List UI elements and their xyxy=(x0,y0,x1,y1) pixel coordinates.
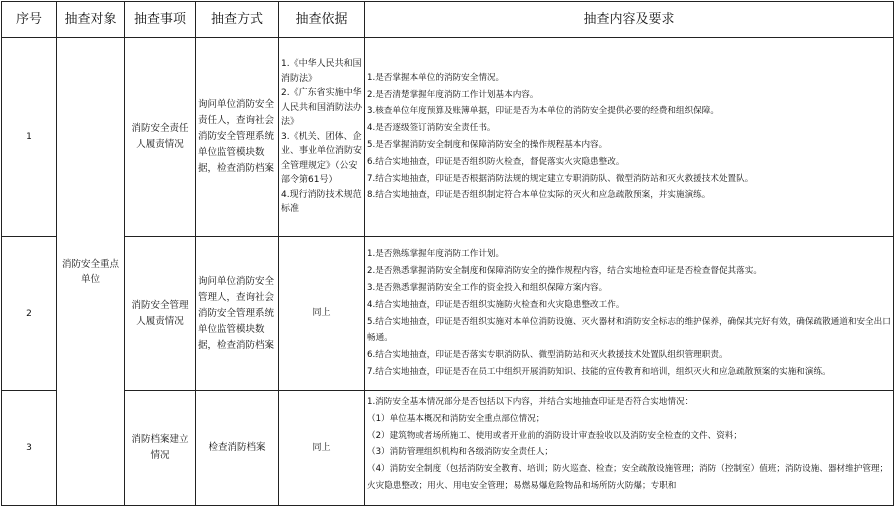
header-no: 序号 xyxy=(2,2,57,38)
header-method: 抽查方式 xyxy=(196,2,279,38)
header-basis: 抽查依据 xyxy=(279,2,365,38)
inspection-basis: 同上 xyxy=(279,391,365,506)
content-line: （3）消防管理组织机构和各级消防安全责任人； xyxy=(367,447,553,458)
header-item: 抽查事项 xyxy=(125,2,196,38)
content-line: 2.是否清楚掌握年度消防工作计划基本内容。 xyxy=(367,89,539,100)
header-row xyxy=(2,2,894,38)
basis-line: 3.《机关、团体、企业、事业单位消防安全管理规定》（公安部令第61号） xyxy=(281,131,363,186)
content-line: 5.结合实地抽查，印证是否组织实施对本单位消防设施、灭火器材和消防安全标志的维护保养，确保其完好有效，确保疏散通道和安全出口畅通。 xyxy=(367,316,891,344)
table-row xyxy=(2,38,894,237)
content-line: （4）消防安全制度（包括消防安全教育、培训；防火巡查、检查；安全疏散设施管理；消防（控制室）值班；消防设施、器材维护管理；火灾隐患整改；用火、用电安全管理；易燃易爆危险物品和场所防火防爆；专职和 xyxy=(367,464,889,491)
content-line: 7.结合实地抽查，印证是否根据消防法规的规定建立专职消防队、微型消防站和灭火救援技术处置队。 xyxy=(367,173,754,184)
inspection-object: 消防安全重点单位 xyxy=(57,38,125,506)
inspection-table xyxy=(1,1,894,506)
content-line: 6.结合实地抽查，印证是否组织防火检查，督促落实火灾隐患整改。 xyxy=(367,156,625,167)
inspection-item: 消防安全责任人履责情况 xyxy=(125,38,196,237)
header-content: 抽查内容及要求 xyxy=(365,2,894,38)
content-line: 6.结合实地抽查，印证是否落实专职消防队、微型消防站和灭火救援技术处置队组织管理职责。 xyxy=(367,350,728,361)
content-line: （1）单位基本概况和消防安全重点部位情况； xyxy=(367,413,545,424)
inspection-content xyxy=(365,237,894,391)
inspection-item: 消防档案建立情况 xyxy=(125,391,196,506)
inspection-method: 检查消防档案 xyxy=(196,391,279,506)
header-object: 抽查对象 xyxy=(57,2,125,38)
table-row xyxy=(2,237,894,391)
inspection-item: 消防安全管理人履责情况 xyxy=(125,237,196,391)
content-line: 4.是否逐级签订消防安全责任书。 xyxy=(367,123,496,134)
content-line: 8.结合实地抽查，印证是否组织制定符合本单位实际的灭火和应急疏散预案，并实施演练。 xyxy=(367,190,711,201)
basis-line: 4.现行消防技术规范标准 xyxy=(281,189,362,215)
row-number: 3 xyxy=(2,391,57,506)
content-line: 1.是否掌握本单位的消防安全情况。 xyxy=(367,72,505,83)
content-line: 1.消防安全基本情况部分是否包括以下内容，并结合实地抽查印证是否符合实地情况： xyxy=(367,397,694,407)
content-line: 2.是否熟悉掌握消防安全制度和保障消防安全的操作规程内容，结合实地检查印证是否检查督促其落实。 xyxy=(367,266,762,277)
content-line: （2）建筑物或者场所施工、使用或者开业前的消防设计审查验收以及消防安全检查的文件、资料； xyxy=(367,430,743,441)
content-line: 1.是否熟练掌握年度消防工作计划。 xyxy=(367,249,505,260)
row-number: 2 xyxy=(2,237,57,391)
inspection-basis xyxy=(279,38,365,237)
table-row xyxy=(2,391,894,506)
inspection-method: 询问单位消防安全责任人，查询社会消防安全管理系统单位监管模块数据，检查消防档案 xyxy=(196,38,279,237)
inspection-content xyxy=(365,38,894,237)
basis-line: 2.《广东省实施中华人民共和国消防法办法》 xyxy=(281,88,363,128)
row-number: 1 xyxy=(2,38,57,237)
content-line: 5.是否掌握消防安全制度和保障消防安全的操作规程基本内容。 xyxy=(367,140,608,150)
content-line: 7.结合实地抽查，印证是否在员工中组织开展消防知识、技能的宣传教育和培训，组织灭火和应急疏散预案的实施和演练。 xyxy=(367,366,831,377)
content-line: 4.结合实地抽查，印证是否组织实施防火检查和火灾隐患整改工作。 xyxy=(367,299,625,310)
inspection-content xyxy=(365,391,894,506)
content-line: 3.是否熟悉掌握消防安全工作的资金投入和组织保障方案内容。 xyxy=(367,282,608,293)
inspection-method: 询问单位消防安全管理人，查询社会消防安全管理系统单位监管模块数据，检查消防档案 xyxy=(196,237,279,391)
basis-line: 1.《中华人民共和国消防法》 xyxy=(281,59,362,84)
content-line: 3.核查单位年度预算及账簿单据，印证是否为本单位的消防安全提供必要的经费和组织保障。 xyxy=(367,106,719,117)
inspection-basis: 同上 xyxy=(279,237,365,391)
